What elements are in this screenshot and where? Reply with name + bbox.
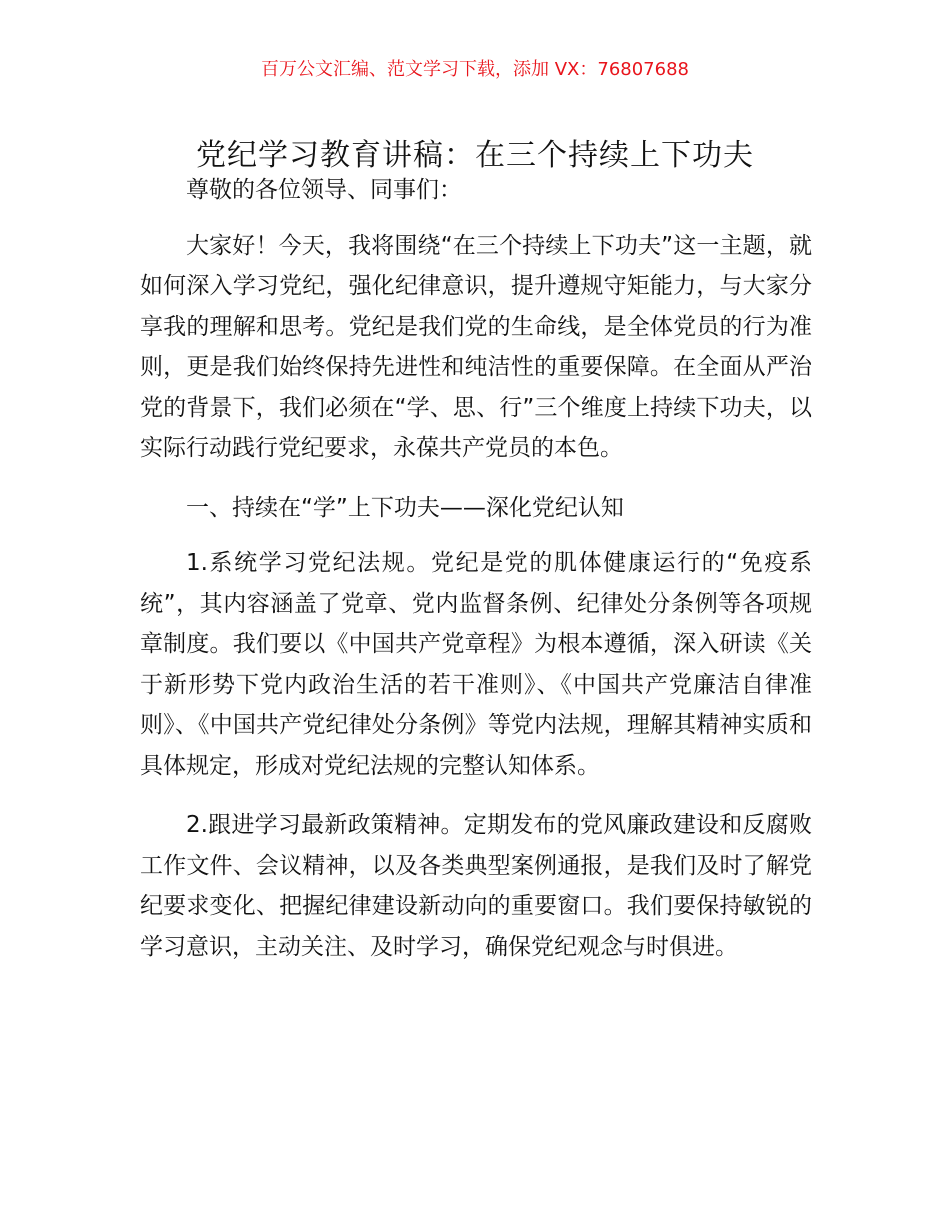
salutation: 尊敬的各位领导、同事们： [186, 177, 462, 203]
paragraph-intro: 大家好！今天，我将围绕“在三个持续上下功夫”这一主题，就如何深入学习党纪，强化纪律意识，提升遵规守矩能力，与大家分享我的理解和思考。党纪是我们党的生命线，是全体党员的行为准则，更是我们始终保持先进性和纯洁性的重要保障。在全面从严治党的背景下，我们必须在“学、思、行”三个维度上持续下功夫，以实际行动践行党纪要求，永葆共产党员的本色。 [140, 232, 812, 461]
document-body [140, 170, 812, 986]
section-heading-1: 一、持续在“学”上下功夫——深化党纪认知 [186, 494, 624, 521]
paragraph-item-1: 1.系统学习党纪法规。党纪是党的肌体健康运行的“免疫系统”，其内容涵盖了党章、党内监督条例、纪律处分条例等各项规章制度。我们要以《中国共产党章程》为根本遵循，深入研读《关于新形势下党内政治生活的若干准则》、《中国共产党廉洁自律准则》、《中国共产党纪律处分条例》等党内法规，理解其精神实质和具体规定，形成对党纪法规的完整认知体系。 [140, 550, 812, 779]
header-promo-note: 百万公文汇编、范文学习下载，添加 VX：76807688 [261, 59, 689, 80]
paragraph-item-2: 2.跟进学习最新政策精神。定期发布的党风廉政建设和反腐败工作文件、会议精神，以及各类典型案例通报，是我们及时了解党纪要求变化、把握纪律建设新动向的重要窗口。我们要保持敏锐的学习意识，主动关注、及时学习，确保党纪观念与时俱进。 [140, 812, 812, 960]
document-title: 党纪学习教育讲稿：在三个持续上下功夫 [196, 138, 754, 174]
